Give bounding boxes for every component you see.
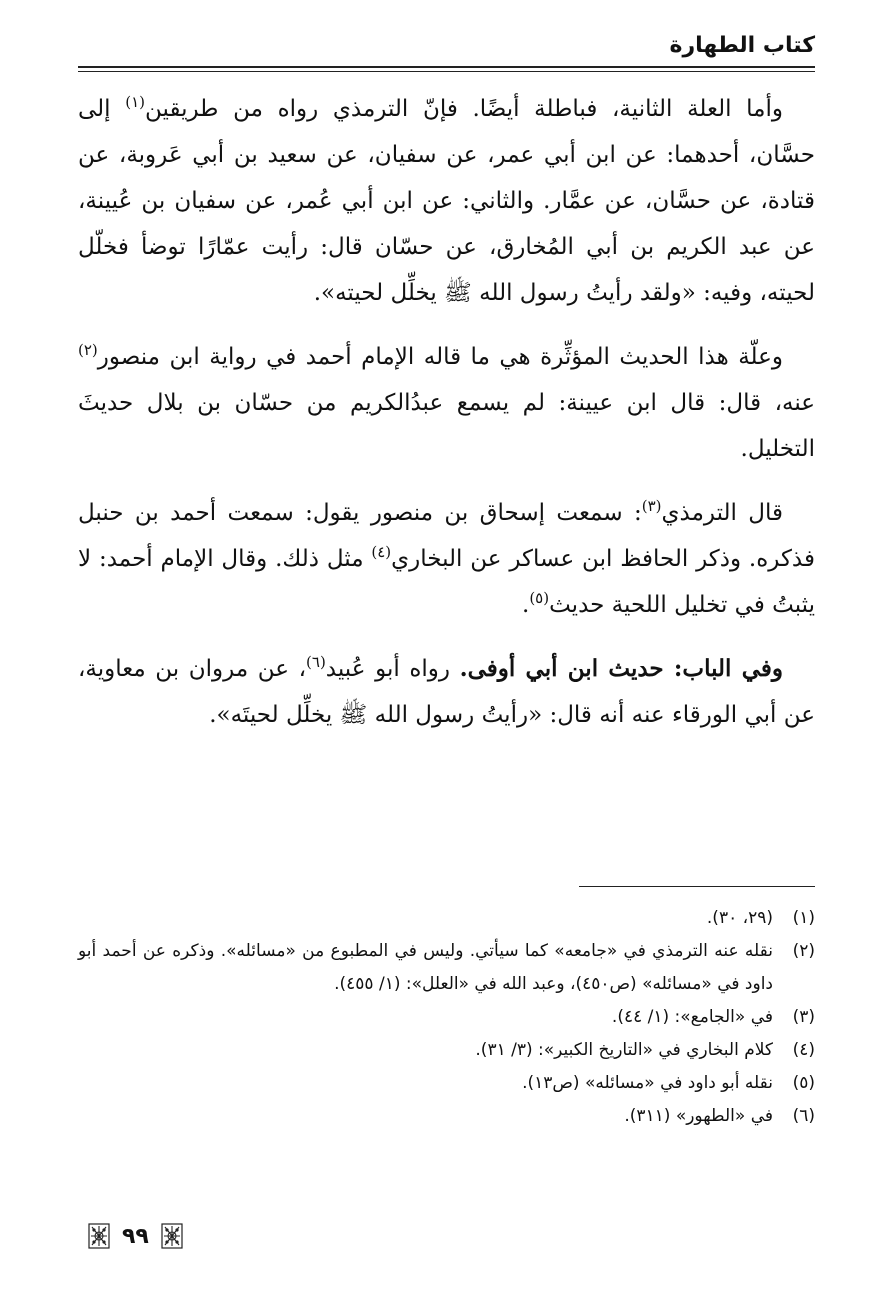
paragraph-text: عنه، قال: قال ابن عيينة: لم يسمع عبدُالكريم من حسّان بن بلال حديثَ التخليل. (78, 390, 815, 462)
paragraph-text: وأما العلة الثانية، فباطلة أيضًا. فإنّ الترمذي رواه من طريقين (145, 96, 783, 122)
footnote-number: (١) (792, 908, 815, 928)
header-rule-thin (78, 71, 815, 72)
paragraph-text: قال الترمذي (661, 500, 783, 526)
paragraph-text: مثل ذلك. وقال الإمام أحمد: لا يثبتُ في تخليل اللحية حديث (78, 546, 815, 618)
footnote-marker[interactable]: (٢) (78, 341, 98, 359)
chapter-title: كتاب الطهارة (669, 33, 815, 58)
paragraph-2 (78, 334, 815, 472)
page-number: ٩٩ (122, 1223, 149, 1249)
paragraph-text: . (522, 592, 530, 618)
footnote-marker[interactable]: (٤) (371, 543, 392, 561)
arabesque-ornament-icon (161, 1223, 183, 1249)
footnote-text: نقله عنه الترمذي في «جامعه» كما سيأتي. وليس في المطبوع من «مسائله». وذكره عن أحمد أبو داود في «مسائله» (ص٤٥٠)، وعبد الله في «العلل»: (١/ ٤٥٥). (78, 941, 773, 994)
footnote-item (78, 1001, 815, 1034)
footnote-item (78, 1034, 815, 1067)
footnotes (78, 902, 815, 1133)
footnote-text: في «الجامع»: (١/ ٤٤). (611, 1007, 773, 1027)
paragraph-text: ، عن مروان بن معاوية، عن أبي الورقاء عنه أنه قال: «رأيتُ رسول الله ﷺ يخلِّل لحيتَه». (78, 656, 815, 728)
paragraph-text: وعلّة هذا الحديث المؤثِّرة هي ما قاله الإمام أحمد في رواية ابن منصور (97, 344, 783, 370)
footnote-item (78, 902, 815, 935)
section-lead: وفي الباب: حديث ابن أبي أوفى. (459, 655, 783, 682)
header-rule-thick (78, 66, 815, 68)
arabesque-ornament-icon (88, 1223, 110, 1249)
footnote-marker[interactable]: (٥) (529, 589, 550, 607)
paragraph-3 (78, 490, 815, 628)
footnote-item (78, 935, 815, 1001)
footnote-text: (٢٩، ٣٠). (706, 908, 773, 928)
footnote-number: (٣) (792, 1007, 815, 1027)
footnote-number: (٦) (792, 1106, 815, 1126)
footnote-number: (٤) (792, 1040, 815, 1060)
paragraph-4 (78, 646, 815, 738)
paragraph-1 (78, 86, 815, 316)
footnote-text: كلام البخاري في «التاريخ الكبير»: (٣/ ٣١). (475, 1040, 773, 1060)
footnote-marker[interactable]: (٣) (641, 497, 662, 515)
running-header (78, 30, 815, 66)
footnote-number: (٢) (792, 941, 815, 961)
footnote-separator (579, 886, 815, 887)
footnote-marker[interactable]: (٦) (306, 653, 326, 671)
paragraph-text: إلى حسَّان، أحدهما: عن ابن أبي عمر، عن سفيان، عن سعيد بن أبي عَروبة، عن قتادة، عن حسَّان، عن عمَّار. والثاني: عن ابن أبي عُمر، عن سفيان بن عُيينة، عن عبد الكريم بن أبي المُخارق، عن حسّان قال: رأيت عمّارًا توضأ فخلّل لحيته، وفيه: «ولقد رأيتُ رسول الله ﷺ يخلِّل لحيته». (78, 96, 815, 306)
footnote-number: (٥) (792, 1073, 815, 1093)
footnote-item (78, 1067, 815, 1100)
footnote-item (78, 1100, 815, 1133)
footnote-marker[interactable]: (١) (125, 93, 145, 111)
main-text (78, 86, 815, 756)
page-footer (88, 1222, 183, 1250)
footnote-text: نقله أبو داود في «مسائله» (ص١٣). (522, 1073, 773, 1093)
footnote-text: في «الطهور» (٣١١). (624, 1106, 773, 1126)
paragraph-text: رواه أبو عُبيد (325, 656, 460, 682)
paragraph-text: : سمعت إسحاق بن منصور يقول: سمعت أحمد بن حنبل فذكره. وذكر الحافظ ابن عساكر عن البخاري (78, 500, 815, 572)
